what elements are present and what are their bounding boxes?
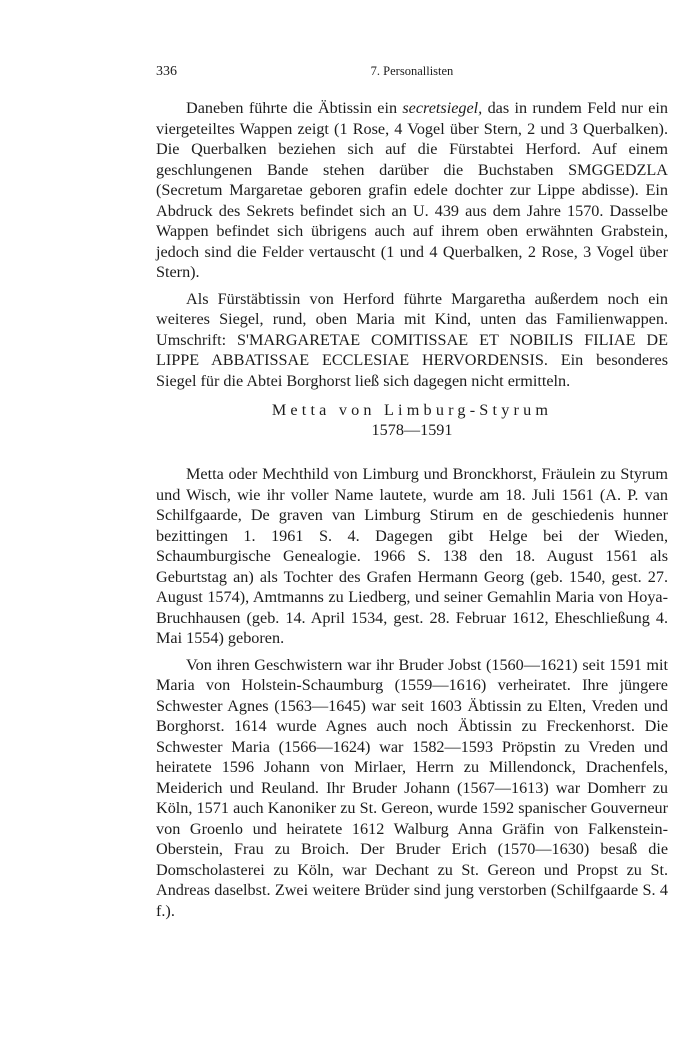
paragraph-text: das in rundem Feld nur ein viergeteiltes Wappen zeigt (1 Rose, 4 Vogel über Stern, 2 und 3 Querbalken). Die Querbalken beziehen sich auf die Fürstabtei Herford. Auf einem geschlungenen Bande stehen darüber die Buchstaben SMGGEDZLA (Secretum Margaretae geboren grafin edele dochter zur Lippe abdisse). Ein Abdruck des Sekrets befindet sich an U. 439 aus dem Jahre 1570. Dasselbe Wappen befindet sich übrigens auch auf ihrem oben erwähnten Grabstein, jedoch sind die Felder vertauscht (1 und 4 Querbalken, 2 Rose, 3 Vogel über Stern). <box>156 99 668 281</box>
page-header <box>156 64 668 84</box>
section-years: 1578—1591 <box>371 421 453 439</box>
emphasis-secretsiegel: secretsiegel, <box>402 99 483 117</box>
running-title: 7. Personallisten <box>370 64 454 78</box>
paragraph-metta-birth: Metta oder Mechthild von Limburg und Bronckhorst, Fräulein zu Styrum und Wisch, wie ihr voller Name lautete, wurde am 18. Juli 1561 (A. P. van Schilfgaarde, De graven van Limburg Stirum en de geschiedenis hunner bezittingen 1. 1961 S. 4. Dagegen gibt Helge bei der Wieden, Schaumburgische Genealogie. 1966 S. 138 den 18. August 1561 als Geburtstag an) als Tochter des Grafen Hermann Georg (geb. 1540, gest. 27. August 1574), Amtmanns zu Liedberg, und seiner Gemahlin Maria von Hoya-Bruchhausen (geb. 14. April 1534, gest. 28. Februar 1612, Eheschließung 4. Mai 1554) geboren. <box>156 465 668 647</box>
paragraph-herford-seal: Als Fürstäbtissin von Herford führte Margaretha außerdem noch ein weiteres Siegel, rund, oben Maria mit Kind, unten das Familienwappen. Umschrift: S'MARGARETAE COMITISSAE ET NOBILIS FILIAE DE LIPPE ABBATISSAE ECCLESIAE HERVORDENSIS. Ein besonderes Siegel für die Abtei Borghorst ließ sich dagegen nicht ermitteln. <box>156 289 668 390</box>
body-text <box>156 98 668 927</box>
paragraph-siblings: Von ihren Geschwistern war ihr Bruder Jobst (1560—1621) seit 1591 mit Maria von Holstein-Schaumburg (1559—1616) verheiratet. Ihre jüngere Schwester Agnes (1563—1645) war seit 1603 Äbtissin zu Elten, Vreden und Borghorst. 1614 wurde Agnes auch noch Äbtissin zu Freckenhorst. Die Schwester Maria (1566—1624) war 1582—1593 Pröpstin zu Vreden und heiratete 1596 Johann von Mirlaer, Herrn zu Millendonck, Drachenfels, Meiderich und Reuland. Ihr Bruder Johann (1567—1613) war Domherr zu Köln, 1571 auch Kanoniker zu St. Gereon, wurde 1592 spanischer Gouverneur von Groenlo und heiratete 1612 Walburg Anna Gräfin von Falkenstein-Oberstein, Frau zu Broich. Der Bruder Erich (1570—1630) besaß die Domscholasterei zu Köln, war Dechant zu St. Gereon und Propst zu St. Andreas daselbst. Zwei weitere Brüder sind jung verstorben (Schilfgaarde S. 4 f.). <box>156 655 668 920</box>
section-heading: Metta von Limburg-Styrum <box>271 401 553 419</box>
page-number: 336 <box>156 64 177 79</box>
paragraph-secretsiegel <box>156 98 668 283</box>
paragraph-text: Daneben führte die Äbtissin ein <box>186 99 403 117</box>
